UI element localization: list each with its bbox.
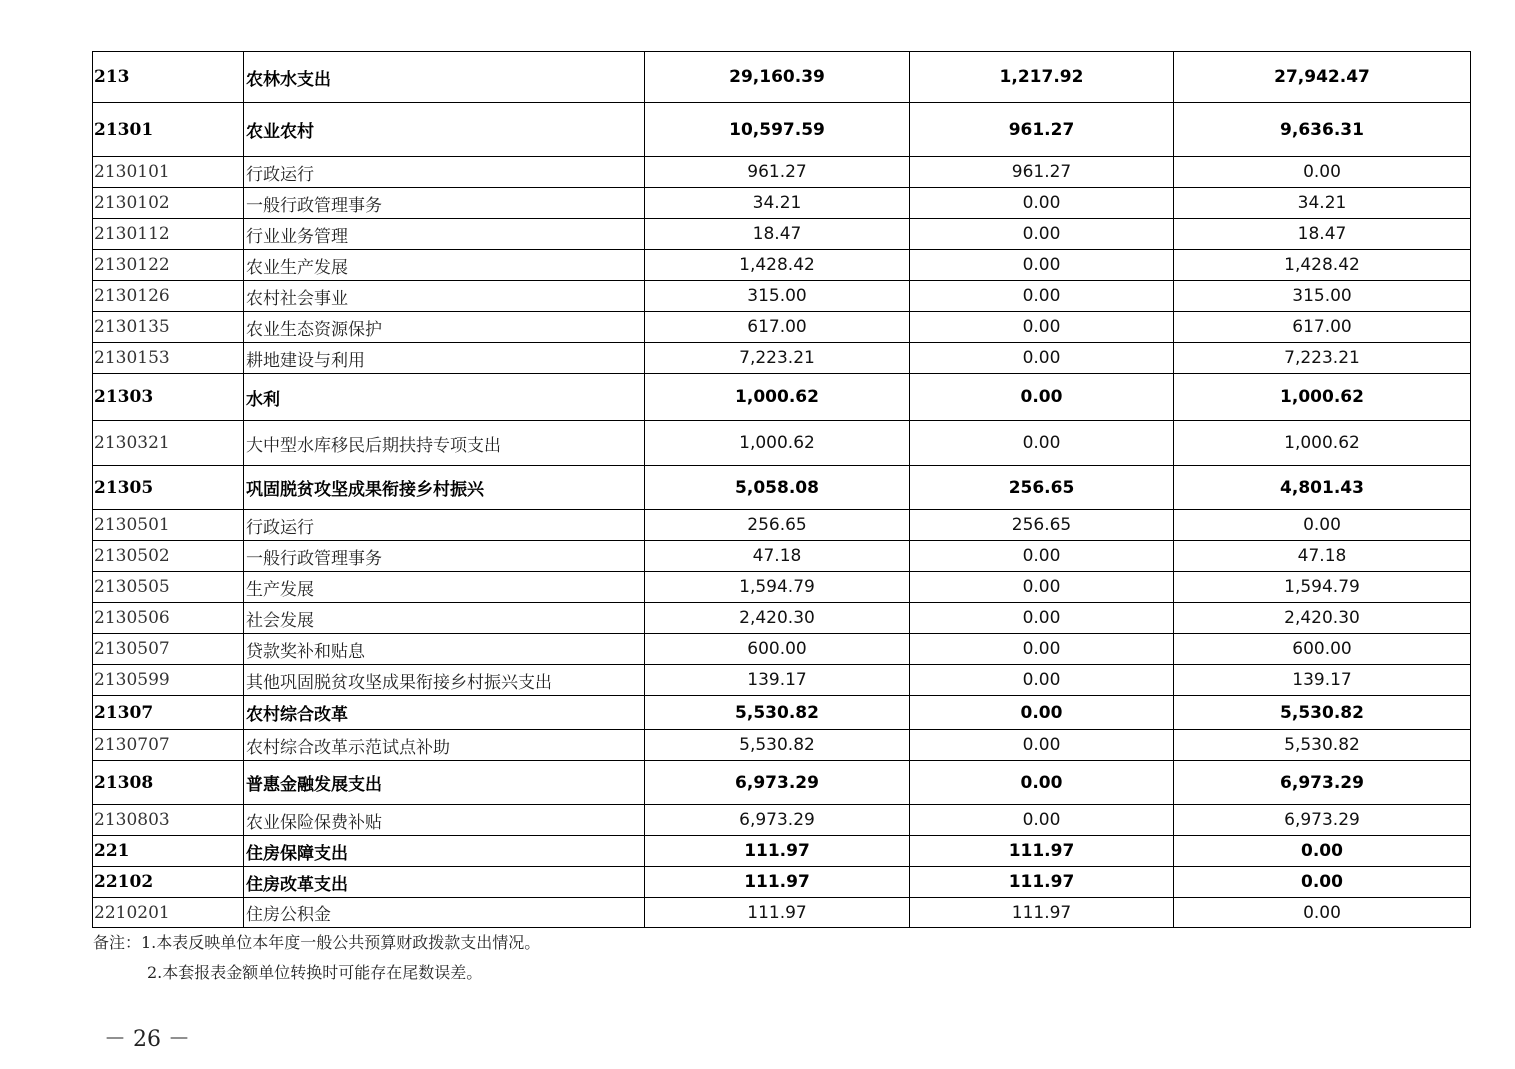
code-cell: 2130502 [93, 541, 244, 572]
name-cell: 农业生态资源保护 [244, 312, 645, 343]
table-row [93, 281, 1471, 312]
table-row [93, 374, 1471, 421]
notes [93, 932, 540, 992]
table-row [93, 219, 1471, 250]
amount-project-cell: 47.18 [1174, 541, 1471, 572]
amount-basic-cell: 0.00 [910, 805, 1174, 836]
table-row [93, 52, 1471, 103]
amount-project-cell: 1,000.62 [1174, 374, 1471, 421]
code-cell: 21301 [93, 103, 244, 157]
table-row [93, 466, 1471, 510]
code-cell: 2210201 [93, 898, 244, 928]
code-cell: 21305 [93, 466, 244, 510]
amount-project-cell: 5,530.82 [1174, 730, 1471, 761]
table-row [93, 634, 1471, 665]
page-number: － 26 － [104, 1027, 190, 1052]
amount-project-cell: 0.00 [1174, 898, 1471, 928]
code-cell: 2130501 [93, 510, 244, 541]
table-row [93, 421, 1471, 466]
amount-total-cell: 1,000.62 [645, 421, 910, 466]
name-cell: 农村综合改革 [244, 696, 645, 730]
amount-total-cell: 5,530.82 [645, 696, 910, 730]
code-cell: 221 [93, 836, 244, 867]
amount-total-cell: 5,058.08 [645, 466, 910, 510]
name-cell: 社会发展 [244, 603, 645, 634]
amount-basic-cell: 0.00 [910, 421, 1174, 466]
name-cell: 住房改革支出 [244, 867, 645, 898]
amount-basic-cell: 0.00 [910, 603, 1174, 634]
table-row [93, 188, 1471, 219]
amount-basic-cell: 961.27 [910, 157, 1174, 188]
amount-basic-cell: 0.00 [910, 188, 1174, 219]
table-row [93, 898, 1471, 928]
amount-basic-cell: 1,217.92 [910, 52, 1174, 103]
amount-project-cell: 0.00 [1174, 157, 1471, 188]
code-cell: 2130101 [93, 157, 244, 188]
amount-basic-cell: 256.65 [910, 510, 1174, 541]
amount-project-cell: 4,801.43 [1174, 466, 1471, 510]
amount-project-cell: 1,594.79 [1174, 572, 1471, 603]
amount-total-cell: 961.27 [645, 157, 910, 188]
amount-total-cell: 617.00 [645, 312, 910, 343]
amount-basic-cell: 0.00 [910, 696, 1174, 730]
amount-total-cell: 600.00 [645, 634, 910, 665]
amount-total-cell: 2,420.30 [645, 603, 910, 634]
amount-project-cell: 0.00 [1174, 510, 1471, 541]
amount-project-cell: 34.21 [1174, 188, 1471, 219]
name-cell: 行政运行 [244, 157, 645, 188]
amount-project-cell: 18.47 [1174, 219, 1471, 250]
table-body [93, 52, 1471, 928]
amount-total-cell: 111.97 [645, 867, 910, 898]
amount-project-cell: 617.00 [1174, 312, 1471, 343]
amount-basic-cell: 0.00 [910, 312, 1174, 343]
table-row [93, 343, 1471, 374]
amount-total-cell: 6,973.29 [645, 805, 910, 836]
amount-total-cell: 6,973.29 [645, 761, 910, 805]
table-row [93, 805, 1471, 836]
amount-total-cell: 1,428.42 [645, 250, 910, 281]
name-cell: 水利 [244, 374, 645, 421]
amount-basic-cell: 111.97 [910, 898, 1174, 928]
amount-total-cell: 139.17 [645, 665, 910, 696]
amount-total-cell: 1,000.62 [645, 374, 910, 421]
amount-basic-cell: 0.00 [910, 730, 1174, 761]
amount-total-cell: 315.00 [645, 281, 910, 312]
code-cell: 2130506 [93, 603, 244, 634]
name-cell: 耕地建设与利用 [244, 343, 645, 374]
amount-basic-cell: 0.00 [910, 634, 1174, 665]
amount-basic-cell: 961.27 [910, 103, 1174, 157]
amount-total-cell: 256.65 [645, 510, 910, 541]
name-cell: 其他巩固脱贫攻坚成果衔接乡村振兴支出 [244, 665, 645, 696]
amount-project-cell: 6,973.29 [1174, 805, 1471, 836]
name-cell: 农村综合改革示范试点补助 [244, 730, 645, 761]
code-cell: 22102 [93, 867, 244, 898]
table-row [93, 867, 1471, 898]
table-row [93, 103, 1471, 157]
name-cell: 农业保险保费补贴 [244, 805, 645, 836]
code-cell: 2130505 [93, 572, 244, 603]
amount-basic-cell: 0.00 [910, 761, 1174, 805]
table-row [93, 603, 1471, 634]
table-row [93, 157, 1471, 188]
amount-total-cell: 18.47 [645, 219, 910, 250]
name-cell: 大中型水库移民后期扶持专项支出 [244, 421, 645, 466]
amount-basic-cell: 256.65 [910, 466, 1174, 510]
amount-project-cell: 7,223.21 [1174, 343, 1471, 374]
code-cell: 213 [93, 52, 244, 103]
code-cell: 2130102 [93, 188, 244, 219]
amount-basic-cell: 0.00 [910, 572, 1174, 603]
code-cell: 2130599 [93, 665, 244, 696]
code-cell: 2130707 [93, 730, 244, 761]
amount-basic-cell: 0.00 [910, 541, 1174, 572]
amount-project-cell: 9,636.31 [1174, 103, 1471, 157]
code-cell: 2130135 [93, 312, 244, 343]
note-line-2: 2.本套报表金额单位转换时可能存在尾数误差。 [147, 963, 483, 982]
name-cell: 一般行政管理事务 [244, 541, 645, 572]
amount-basic-cell: 0.00 [910, 250, 1174, 281]
amount-project-cell: 6,973.29 [1174, 761, 1471, 805]
amount-basic-cell: 0.00 [910, 219, 1174, 250]
name-cell: 贷款奖补和贴息 [244, 634, 645, 665]
code-cell: 2130321 [93, 421, 244, 466]
amount-basic-cell: 0.00 [910, 665, 1174, 696]
table-row [93, 312, 1471, 343]
code-cell: 2130803 [93, 805, 244, 836]
amount-basic-cell: 0.00 [910, 281, 1174, 312]
amount-total-cell: 1,594.79 [645, 572, 910, 603]
amount-project-cell: 2,420.30 [1174, 603, 1471, 634]
amount-project-cell: 315.00 [1174, 281, 1471, 312]
amount-total-cell: 34.21 [645, 188, 910, 219]
expenditure-table [92, 51, 1471, 928]
code-cell: 21308 [93, 761, 244, 805]
amount-basic-cell: 0.00 [910, 343, 1174, 374]
amount-project-cell: 0.00 [1174, 867, 1471, 898]
code-cell: 21307 [93, 696, 244, 730]
table-row [93, 665, 1471, 696]
table-row [93, 510, 1471, 541]
name-cell: 行业业务管理 [244, 219, 645, 250]
amount-total-cell: 111.97 [645, 898, 910, 928]
name-cell: 住房公积金 [244, 898, 645, 928]
name-cell: 农村社会事业 [244, 281, 645, 312]
name-cell: 住房保障支出 [244, 836, 645, 867]
table-row [93, 250, 1471, 281]
amount-total-cell: 10,597.59 [645, 103, 910, 157]
code-cell: 2130122 [93, 250, 244, 281]
table-row [93, 730, 1471, 761]
table-row [93, 761, 1471, 805]
amount-total-cell: 29,160.39 [645, 52, 910, 103]
table-row [93, 696, 1471, 730]
code-cell: 21303 [93, 374, 244, 421]
name-cell: 生产发展 [244, 572, 645, 603]
table-row [93, 836, 1471, 867]
code-cell: 2130112 [93, 219, 244, 250]
name-cell: 普惠金融发展支出 [244, 761, 645, 805]
amount-basic-cell: 111.97 [910, 836, 1174, 867]
amount-basic-cell: 111.97 [910, 867, 1174, 898]
amount-total-cell: 7,223.21 [645, 343, 910, 374]
amount-project-cell: 600.00 [1174, 634, 1471, 665]
name-cell: 农业农村 [244, 103, 645, 157]
amount-project-cell: 0.00 [1174, 836, 1471, 867]
amount-project-cell: 5,530.82 [1174, 696, 1471, 730]
name-cell: 行政运行 [244, 510, 645, 541]
name-cell: 巩固脱贫攻坚成果衔接乡村振兴 [244, 466, 645, 510]
amount-total-cell: 47.18 [645, 541, 910, 572]
note-line-1: 备注：1.本表反映单位本年度一般公共预算财政拨款支出情况。 [93, 933, 541, 952]
amount-project-cell: 1,000.62 [1174, 421, 1471, 466]
amount-basic-cell: 0.00 [910, 374, 1174, 421]
code-cell: 2130126 [93, 281, 244, 312]
amount-total-cell: 111.97 [645, 836, 910, 867]
amount-total-cell: 5,530.82 [645, 730, 910, 761]
code-cell: 2130153 [93, 343, 244, 374]
name-cell: 农林水支出 [244, 52, 645, 103]
amount-project-cell: 27,942.47 [1174, 52, 1471, 103]
name-cell: 一般行政管理事务 [244, 188, 645, 219]
table-row [93, 541, 1471, 572]
code-cell: 2130507 [93, 634, 244, 665]
name-cell: 农业生产发展 [244, 250, 645, 281]
amount-project-cell: 1,428.42 [1174, 250, 1471, 281]
table-row [93, 572, 1471, 603]
amount-project-cell: 139.17 [1174, 665, 1471, 696]
